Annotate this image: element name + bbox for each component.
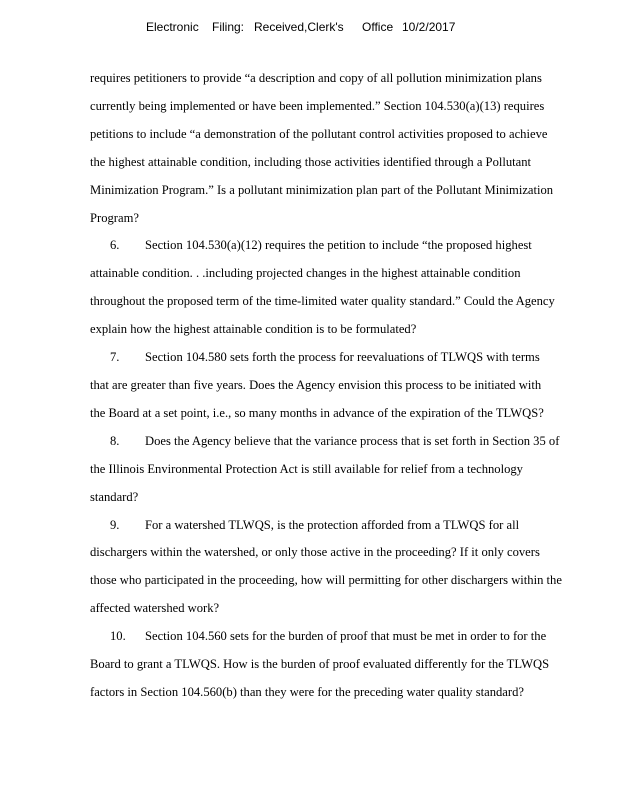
- text-line: dischargers within the watershed, or only those active in the proceeding? If it only covers: [90, 545, 540, 560]
- text-line: the Board at a set point, i.e., so many months in advance of the expiration of the TLWQS?: [90, 405, 544, 420]
- text-line: Minimization Program.” Is a pollutant minimization plan part of the Pollutant Minimization: [90, 182, 554, 197]
- text-line: Program?: [90, 210, 139, 225]
- paragraph-number: 9.: [110, 517, 120, 532]
- document-body: [90, 65, 604, 707]
- filing-stamp-header: [146, 20, 455, 34]
- text-line-content: Section 104.580 sets forth the process for reevaluations of TLWQS with terms: [145, 350, 540, 365]
- text-line: affected watershed work?: [90, 601, 220, 616]
- paragraph-8: [90, 428, 604, 512]
- text-line: requires petitioners to provide “a description and copy of all pollution minimization plans: [90, 71, 542, 85]
- text-line-content: Section 104.560 sets for the burden of proof that must be met in order to for the: [145, 629, 547, 644]
- paragraph-6: [90, 232, 604, 344]
- header-date: 10/2/2017: [402, 20, 456, 34]
- text-line: the highest attainable condition, including those activities identified through a Pollutant: [90, 154, 532, 169]
- header-received: Received,Clerk's: [254, 20, 344, 34]
- text-line: standard?: [90, 489, 139, 504]
- text-line: explain how the highest attainable condition is to be formulated?: [90, 322, 417, 337]
- text-line: that are greater than five years. Does the Agency envision this process to be initiated with: [90, 377, 542, 392]
- text-line: currently being implemented or have been implemented.” Section 104.530(a)(13) requires: [90, 98, 545, 113]
- paragraph-number: 6.: [110, 238, 120, 253]
- paragraph-number: 10.: [110, 629, 126, 644]
- paragraph-10: [90, 623, 604, 707]
- paragraph-number: 8.: [110, 433, 120, 448]
- text-line: Board to grant a TLWQS. How is the burden of proof evaluated differently for the TLWQS: [90, 657, 550, 672]
- header-electronic: Electronic: [146, 20, 199, 34]
- text-line-content: Does the Agency believe that the variance process that is set forth in Section 35 of: [145, 433, 560, 448]
- paragraph-continuation: [90, 65, 604, 232]
- paragraph-7: [90, 344, 604, 428]
- paragraph-9: [90, 512, 604, 624]
- text-line: [90, 623, 604, 651]
- text-line: [90, 512, 604, 540]
- header-filing: Filing:: [212, 20, 245, 34]
- text-line-content: For a watershed TLWQS, is the protection afforded from a TLWQS for all: [145, 517, 520, 532]
- text-line: the Illinois Environmental Protection Act is still available for relief from a technology: [90, 461, 523, 476]
- text-line: those who participated in the proceeding, how will permitting for other dischargers within the: [90, 573, 562, 588]
- text-line: factors in Section 104.560(b) than they were for the preceding water quality standard?: [90, 684, 524, 699]
- paragraph-number: 7.: [110, 350, 120, 365]
- text-line: [90, 428, 604, 456]
- text-line: [90, 344, 604, 372]
- text-line: attainable condition. . .including projected changes in the highest attainable condition: [90, 266, 521, 281]
- text-line-content: Section 104.530(a)(12) requires the petition to include “the proposed highest: [145, 238, 532, 253]
- header-office: Office: [362, 20, 394, 34]
- text-line: [90, 232, 604, 260]
- text-line: throughout the proposed term of the time-limited water quality standard.” Could the Agency: [90, 294, 555, 309]
- text-line: petitions to include “a demonstration of the pollutant control activities proposed to achieve: [90, 126, 548, 141]
